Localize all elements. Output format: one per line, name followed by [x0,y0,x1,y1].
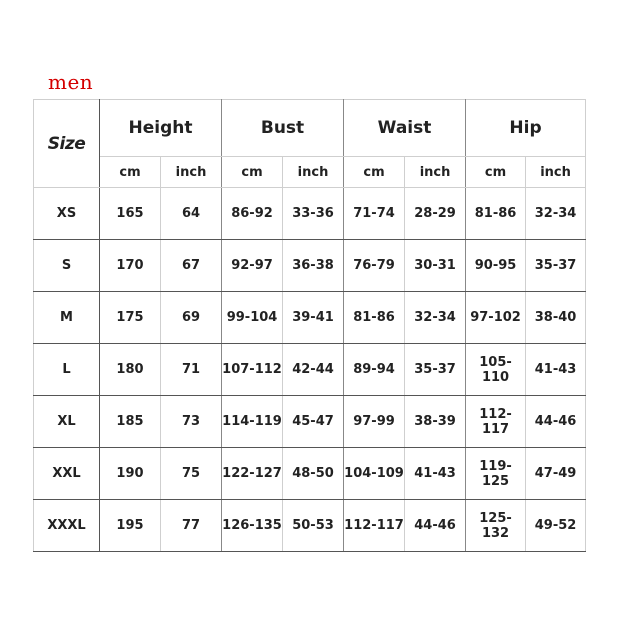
unit-header: inch [161,157,222,188]
table-cell: 33-36 [283,188,344,240]
unit-header: cm [100,157,161,188]
table-cell: 50-53 [283,500,344,552]
table-cell: 126-135 [222,500,283,552]
table-cell: 30-31 [405,240,466,292]
table-cell: 190 [100,448,161,500]
table-cell: 38-40 [526,292,586,344]
table-cell: 112-117 [344,500,405,552]
table-cell: 35-37 [405,344,466,396]
table-cell: 48-50 [283,448,344,500]
size-label: S [34,240,100,292]
table-cell: 122-127 [222,448,283,500]
table-cell: 75 [161,448,222,500]
table-cell: 35-37 [526,240,586,292]
table-cell: 107-112 [222,344,283,396]
table-cell: 39-41 [283,292,344,344]
table-cell: 69 [161,292,222,344]
table-row [34,240,586,292]
size-label: XL [34,396,100,448]
table-cell: 47-49 [526,448,586,500]
table-cell: 28-29 [405,188,466,240]
table-cell: 71 [161,344,222,396]
table-cell: 81-86 [466,188,526,240]
table-cell: 105-110 [466,344,526,396]
table-cell: 170 [100,240,161,292]
table-row [34,344,586,396]
unit-header: inch [405,157,466,188]
table-row [34,500,586,552]
size-label: XXL [34,448,100,500]
table-cell: 119-125 [466,448,526,500]
table-cell: 86-92 [222,188,283,240]
chart-title: men [48,70,94,94]
table-cell: 44-46 [526,396,586,448]
unit-header: inch [526,157,586,188]
table-cell: 36-38 [283,240,344,292]
table-cell: 32-34 [405,292,466,344]
table-cell: 112-117 [466,396,526,448]
table-cell: 44-46 [405,500,466,552]
group-header-waist: Waist [344,100,466,157]
table-cell: 81-86 [344,292,405,344]
table-cell: 99-104 [222,292,283,344]
table-cell: 92-97 [222,240,283,292]
table-cell: 49-52 [526,500,586,552]
group-header-bust: Bust [222,100,344,157]
unit-header: inch [283,157,344,188]
table-cell: 76-79 [344,240,405,292]
size-label: XS [34,188,100,240]
size-label: XXXL [34,500,100,552]
table-cell: 97-99 [344,396,405,448]
table-cell: 38-39 [405,396,466,448]
table-cell: 165 [100,188,161,240]
unit-header: cm [344,157,405,188]
table-cell: 41-43 [405,448,466,500]
size-chart-table [33,99,586,552]
table-cell: 114-119 [222,396,283,448]
table-row [34,292,586,344]
table-cell: 185 [100,396,161,448]
table-cell: 89-94 [344,344,405,396]
table-cell: 104-109 [344,448,405,500]
table-row [34,448,586,500]
group-header-hip: Hip [466,100,586,157]
unit-header: cm [222,157,283,188]
unit-header: cm [466,157,526,188]
table-cell: 175 [100,292,161,344]
table-cell: 73 [161,396,222,448]
size-label: M [34,292,100,344]
table-cell: 180 [100,344,161,396]
table-row [34,188,586,240]
group-header-height: Height [100,100,222,157]
table-cell: 71-74 [344,188,405,240]
size-label: L [34,344,100,396]
table-cell: 90-95 [466,240,526,292]
table-cell: 67 [161,240,222,292]
table-cell: 42-44 [283,344,344,396]
table-cell: 32-34 [526,188,586,240]
table-cell: 45-47 [283,396,344,448]
table-cell: 125-132 [466,500,526,552]
table-cell: 41-43 [526,344,586,396]
table-row [34,396,586,448]
table-cell: 77 [161,500,222,552]
table-cell: 64 [161,188,222,240]
size-header: Size [34,100,100,188]
table-cell: 97-102 [466,292,526,344]
table-cell: 195 [100,500,161,552]
